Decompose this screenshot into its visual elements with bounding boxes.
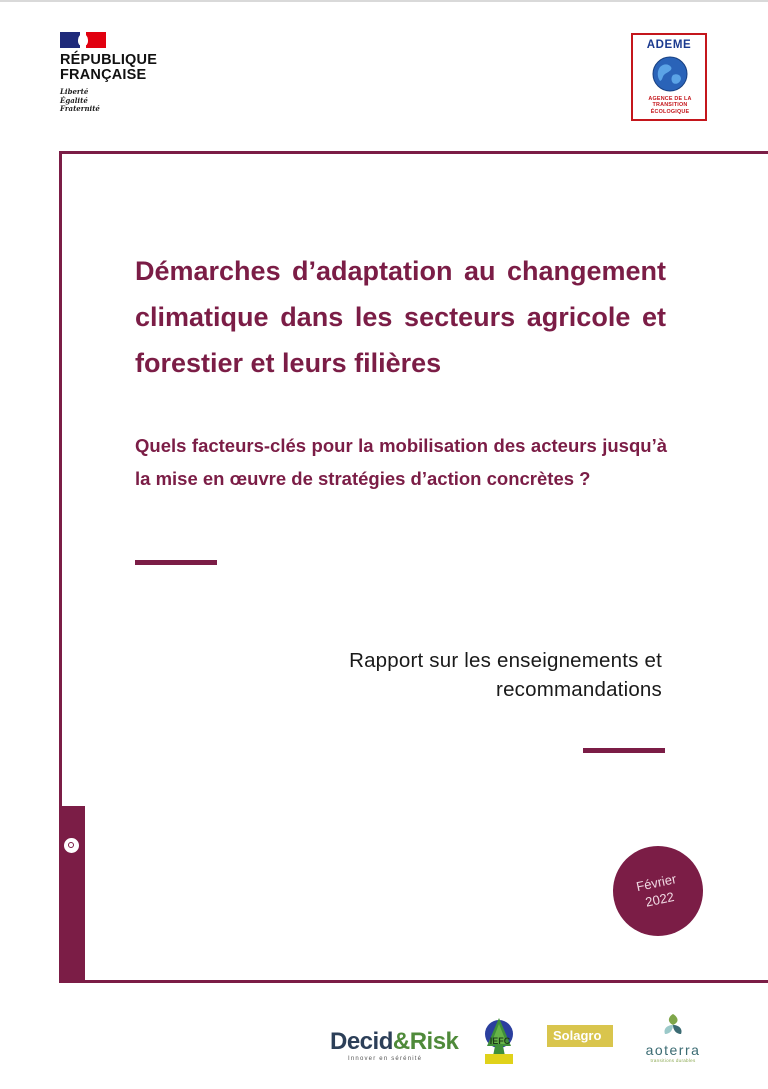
- search-icon: [64, 838, 79, 853]
- report-type-line-2: recommandations: [496, 678, 662, 701]
- document-title: Démarches d’adaptation au changement climatique dans les secteurs agricole et forestier et leurs filières: [135, 256, 666, 378]
- ademe-logo: [631, 33, 707, 121]
- collection-tab: [59, 806, 85, 983]
- iefc-name: IEFC: [489, 1036, 511, 1046]
- collection-label: EXPERTISES: [7, 870, 19, 950]
- date-month: Février: [634, 871, 678, 895]
- solagro-logo: [547, 1025, 613, 1047]
- marianne-flag-icon: [60, 32, 106, 48]
- document-subtitle: Quels facteurs-clés pour la mobilisation des acteurs jusqu’à la mise en œuvre de stratégies d’action concrètes ?: [135, 435, 667, 489]
- aoterra-name: aoterra: [645, 1042, 701, 1058]
- decid-risk-logo: [330, 1028, 459, 1068]
- republique-francaise-name: RÉPUBLIQUE FRANÇAISE: [60, 52, 158, 83]
- date-badge: [613, 846, 703, 936]
- ademe-subtitle: AGENCE DE LA TRANSITION ÉCOLOGIQUE: [648, 96, 692, 115]
- ademe-name: ADEME: [646, 39, 692, 51]
- decid-risk-name-left: Decid: [330, 1028, 393, 1055]
- aoterra-logo: [640, 1013, 706, 1069]
- globe-icon: [651, 55, 689, 93]
- title-divider: [135, 560, 217, 565]
- republique-motto: Liberté Égalité Fraternité: [60, 87, 100, 113]
- report-type-line-1: Rapport sur les enseignements et: [349, 649, 662, 672]
- republique-francaise-logo: [60, 32, 180, 114]
- decid-risk-name-amp: &: [392, 1028, 410, 1055]
- report-divider: [583, 748, 665, 753]
- top-border: [0, 0, 768, 2]
- decid-risk-tagline: Innover en sérénité: [348, 1056, 423, 1062]
- aoterra-leaf-icon: [662, 1013, 684, 1035]
- report-type: [240, 646, 662, 704]
- date-year: 2022: [644, 888, 676, 910]
- aoterra-tagline: transitions durables: [650, 1058, 696, 1063]
- decid-risk-name-right: Risk: [409, 1028, 459, 1055]
- solagro-name: Solagro: [553, 1028, 602, 1043]
